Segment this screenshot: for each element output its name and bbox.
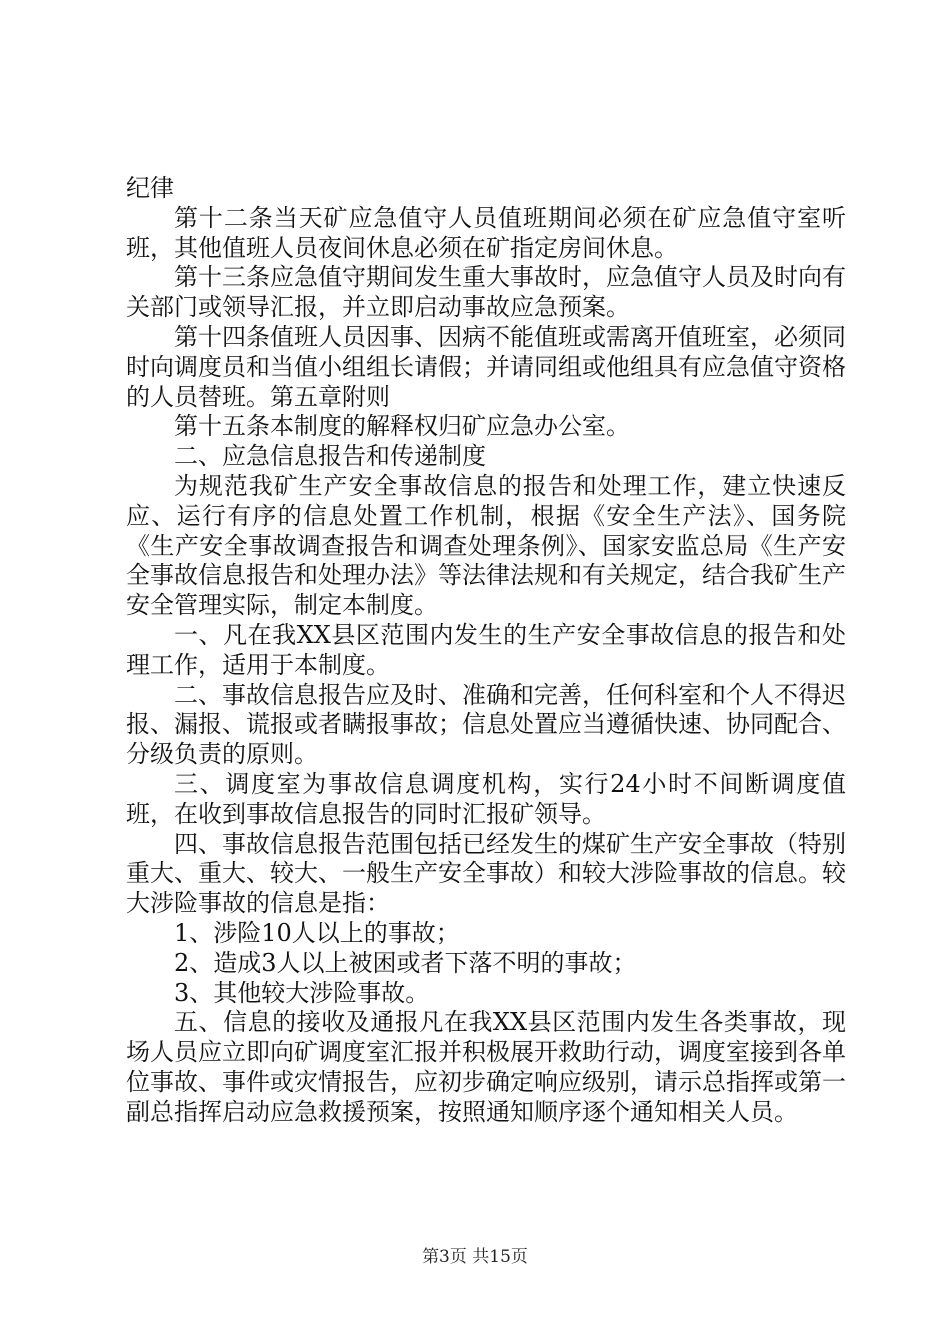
paragraph: 二、事故信息报告应及时、准确和完善，任何科室和个人不得迟报、漏报、谎报或者瞒报事故；信息处置应当遵循快速、协同配合、分级负责的原则。 xyxy=(126,680,846,769)
paragraph: 一、凡在我XX县区范围内发生的生产安全事故信息的报告和处理工作，适用于本制度。 xyxy=(126,620,846,679)
paragraph: 第十五条本制度的解释权归矿应急办公室。 xyxy=(174,412,630,441)
paragraph: 第十四条值班人员因事、因病不能值班或需离开值班室，必须同时向调度员和当值小组组长请假；并请同组或他组具有应急值守资格的人员替班。第五章附则 xyxy=(126,322,846,411)
paragraph: 三、调度室为事故信息调度机构，实行24小时不间断调度值班，在收到事故信息报告的同时汇报矿领导。 xyxy=(126,769,846,828)
paragraph: 第十二条当天矿应急值守人员值班期间必须在矿应急值守室听班，其他值班人员夜间休息必须在矿指定房间休息。 xyxy=(126,203,846,262)
paragraph: 第十三条应急值守期间发生重大事故时，应急值守人员及时向有关部门或领导汇报，并立即启动事故应急预案。 xyxy=(126,263,846,322)
paragraph: 四、事故信息报告范围包括已经发生的煤矿生产安全事故（特别重大、重大、较大、一般生产安全事故）和较大涉险事故的信息。较大涉险事故的信息是指： xyxy=(126,829,846,918)
list-item: 3、其他较大涉险事故。 xyxy=(174,978,430,1007)
paragraph: 五、信息的接收及通报凡在我XX县区范围内发生各类事故，现场人员应立即向矿调度室汇报并积极展开救助行动，调度室接到各单位事故、事件或灾情报告，应初步确定响应级别，请示总指挥或第一副总指挥启动应急救援预案，按照通知顺序逐个通知相关人员。 xyxy=(126,1008,846,1126)
page-number-footer: 第3页 共15页 xyxy=(422,1247,528,1267)
list-item: 2、造成3人以上被困或者下落不明的事故； xyxy=(174,948,637,977)
document-body xyxy=(126,174,846,1128)
paragraph: 为规范我矿生产安全事故信息的报告和处理工作，建立快速反应、运行有序的信息处置工作机制，根据《安全生产法》、国务院《生产安全事故调查报告和调查处理条例》、国家安监总局《生产安全事故信息报告和处理办法》等法律法规和有关规定，结合我矿生产安全管理实际，制定本制度。 xyxy=(126,471,846,620)
list-item: 1、涉险10人以上的事故； xyxy=(174,918,460,947)
paragraph: 纪律 xyxy=(126,174,174,202)
section-heading: 二、应急信息报告和传递制度 xyxy=(174,442,486,471)
